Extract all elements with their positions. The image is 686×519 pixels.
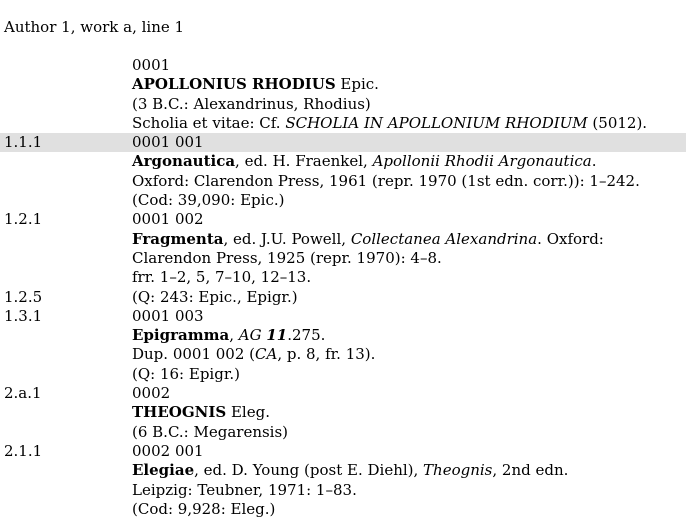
line-segment: 0001 003 <box>132 306 204 325</box>
line-reference <box>0 230 132 249</box>
listing-line[interactable] <box>0 152 686 171</box>
line-reference <box>0 95 132 114</box>
line-reference <box>0 75 132 94</box>
line-reference <box>0 365 132 384</box>
line-reference <box>0 152 132 171</box>
listing-line[interactable] <box>0 365 686 384</box>
line-segment: Elegiae <box>132 461 195 480</box>
line-segment: (Q: 243: Epic., Epigr.) <box>132 287 298 306</box>
line-text <box>132 307 686 326</box>
line-reference <box>0 191 132 210</box>
line-reference <box>0 481 132 500</box>
line-text <box>132 423 686 442</box>
listing-line[interactable] <box>0 288 686 307</box>
line-segment: 11 <box>266 326 288 345</box>
line-text <box>132 481 686 500</box>
line-segment: . Oxford: <box>537 229 604 248</box>
line-reference <box>0 268 132 287</box>
line-text <box>132 442 686 461</box>
line-text <box>132 365 686 384</box>
listing-line[interactable] <box>0 500 686 519</box>
line-reference <box>0 423 132 442</box>
line-segment: . <box>591 152 597 171</box>
line-text <box>132 114 686 133</box>
line-segment: 0001 001 <box>132 133 204 152</box>
line-text <box>132 384 686 403</box>
line-reference <box>0 500 132 519</box>
line-segment: THEOGNIS <box>132 403 227 422</box>
listing-line[interactable] <box>0 114 686 133</box>
line-segment: Theognis <box>423 461 493 480</box>
line-text <box>132 345 686 364</box>
line-segment: APOLLONIUS RHODIUS <box>132 75 336 94</box>
line-text <box>132 268 686 287</box>
line-text <box>132 461 686 480</box>
line-reference: 1.2.1 <box>4 210 43 229</box>
line-reference <box>0 461 132 480</box>
listing-line[interactable] <box>0 210 686 229</box>
line-reference <box>0 403 132 422</box>
line-segment: 0002 <box>132 384 171 403</box>
line-reference <box>0 114 132 133</box>
line-reference: 2.a.1 <box>4 384 42 403</box>
line-segment: , 2nd edn. <box>492 461 569 480</box>
line-segment: , ed. D. Young (post E. Diehl), <box>194 461 424 480</box>
line-segment: (5012). <box>587 113 648 132</box>
line-segment: (Cod: 39,090: Epic.) <box>132 191 285 210</box>
location-header: Author 1, work a, line 1 <box>4 18 185 36</box>
line-segment: Epigramma <box>132 326 230 345</box>
line-reference <box>0 249 132 268</box>
line-segment: , ed. J.U. Powell, <box>223 229 351 248</box>
line-text <box>132 152 686 171</box>
line-segment: Oxford: Clarendon Press, 1961 (repr. 1970 (1st edn. corr.)): 1–242. <box>132 171 640 190</box>
line-text <box>132 326 686 345</box>
line-segment: Dup. 0001 002 ( <box>132 345 256 364</box>
line-reference: 1.1.1 <box>4 133 43 152</box>
line-segment: 0001 002 <box>132 210 204 229</box>
line-reference <box>0 56 132 75</box>
line-segment: CA <box>255 345 278 364</box>
listing-line[interactable] <box>0 172 686 191</box>
listing-line[interactable] <box>0 75 686 94</box>
catalog-listing <box>0 56 686 519</box>
line-segment: SCHOLIA IN APOLLONIUM RHODIUM <box>285 113 588 132</box>
line-text <box>132 500 686 519</box>
line-text <box>132 191 686 210</box>
listing-line[interactable] <box>0 133 686 152</box>
line-text <box>132 288 686 307</box>
line-segment: frr. 1–2, 5, 7–10, 12–13. <box>132 268 312 287</box>
line-segment: .275. <box>287 326 326 345</box>
line-segment: (Cod: 9,928: Eleg.) <box>132 499 276 518</box>
line-segment: (Q: 16: Epigr.) <box>132 364 240 383</box>
line-text <box>132 403 686 422</box>
line-segment: , ed. H. Fraenkel, <box>235 152 373 171</box>
line-segment: , <box>229 326 239 345</box>
line-text <box>132 230 686 249</box>
line-segment: Argonautica <box>132 152 236 171</box>
line-segment: (6 B.C.: Megarensis) <box>132 422 289 441</box>
line-segment: Leipzig: Teubner, 1971: 1–83. <box>132 480 357 499</box>
line-segment: Fragmenta <box>132 229 224 248</box>
line-text <box>132 95 686 114</box>
line-text <box>132 210 686 229</box>
line-text <box>132 249 686 268</box>
listing-line[interactable] <box>0 384 686 403</box>
line-segment: Clarendon Press, 1925 (repr. 1970): 4–8. <box>132 248 442 267</box>
listing-line[interactable] <box>0 191 686 210</box>
line-segment: 0002 001 <box>132 441 204 460</box>
listing-line[interactable] <box>0 268 686 287</box>
listing-line[interactable] <box>0 326 686 345</box>
line-text <box>132 75 686 94</box>
line-reference <box>0 172 132 191</box>
listing-line[interactable] <box>0 95 686 114</box>
line-reference: 1.3.1 <box>4 306 43 325</box>
line-reference <box>0 345 132 364</box>
listing-line[interactable] <box>0 461 686 480</box>
line-reference: 1.2.5 <box>4 287 43 306</box>
line-text <box>132 172 686 191</box>
line-segment: Collectanea Alexandrina <box>350 229 538 248</box>
line-reference <box>0 326 132 345</box>
line-segment: AG <box>238 326 267 345</box>
line-segment: Apollonii Rhodii Argonautica <box>372 152 592 171</box>
listing-line[interactable] <box>0 56 686 75</box>
listing-line[interactable] <box>0 423 686 442</box>
listing-line[interactable] <box>0 345 686 364</box>
line-segment: , p. 8, fr. 13). <box>277 345 376 364</box>
line-segment: (3 B.C.: Alexandrinus, Rhodius) <box>132 94 371 113</box>
line-segment: Scholia et vitae: Cf. <box>132 113 286 132</box>
listing-line[interactable] <box>0 249 686 268</box>
listing-line[interactable] <box>0 307 686 326</box>
line-segment: 0001 <box>132 56 171 74</box>
listing-line[interactable] <box>0 230 686 249</box>
listing-line[interactable] <box>0 403 686 422</box>
line-segment: Eleg. <box>226 403 270 422</box>
line-text <box>132 56 686 75</box>
listing-line[interactable] <box>0 442 686 461</box>
line-segment: Epic. <box>335 75 379 94</box>
line-reference: 2.1.1 <box>4 441 43 460</box>
line-text <box>132 133 686 152</box>
listing-line[interactable] <box>0 481 686 500</box>
